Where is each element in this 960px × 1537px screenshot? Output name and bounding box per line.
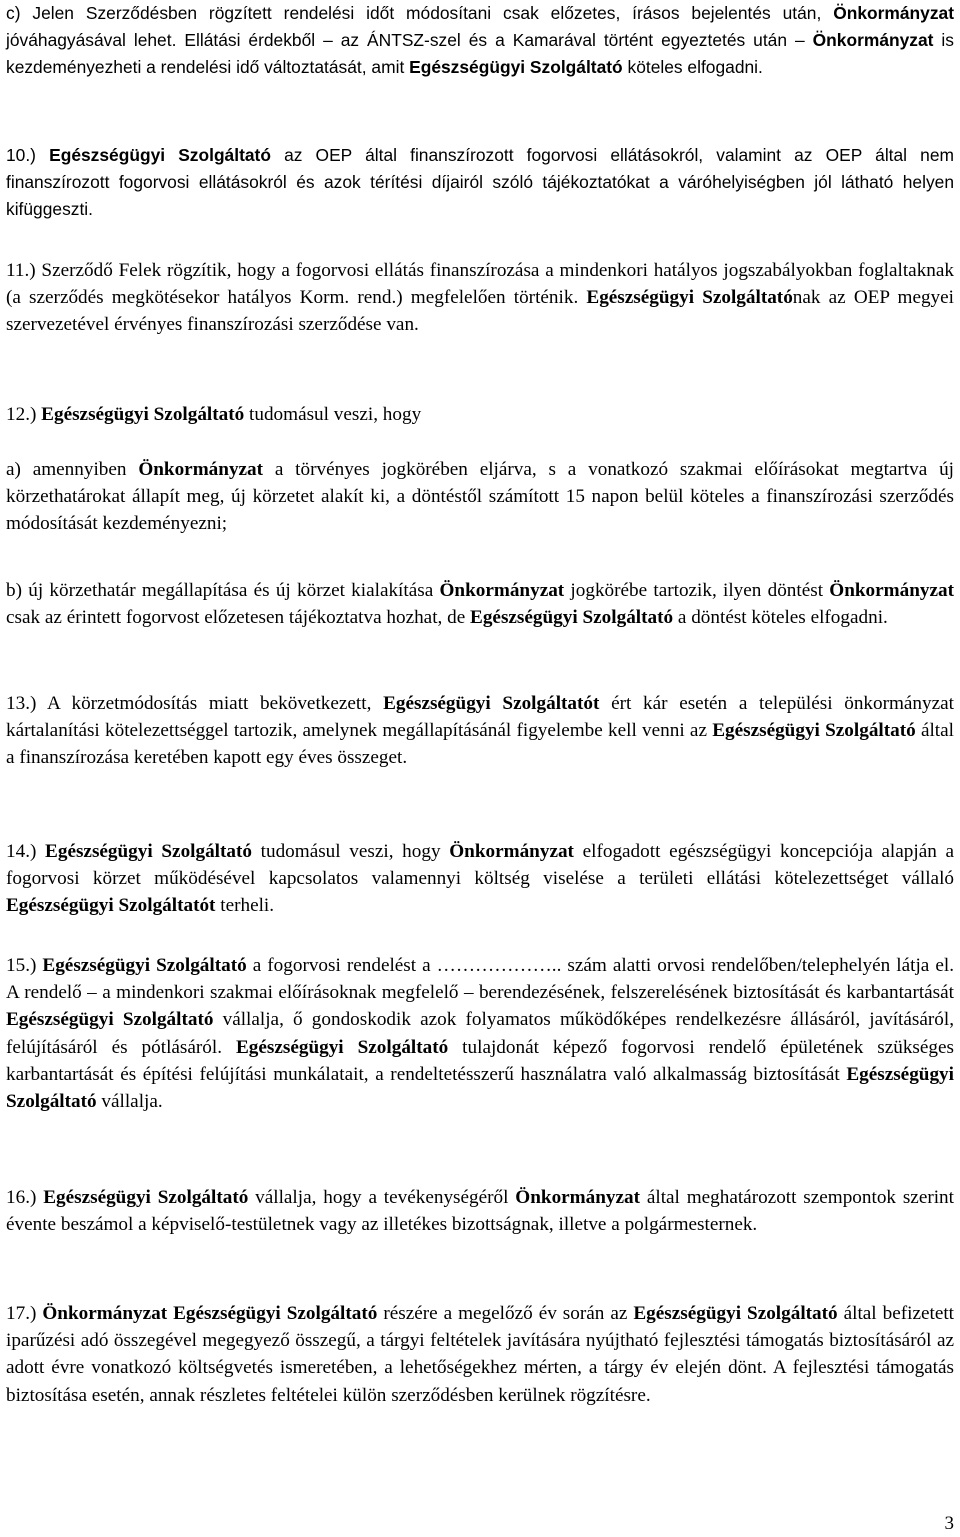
text-run: a fogorvosi rendelést a ……………….. szám alatti orvosi rendelőben/telephelyén látja el. A rendelő – a mindenkori szakmai előírásoknak megfelelő – berendezésének, felszerelésének biztosítását és karbantartását xyxy=(6,955,954,1004)
bold-term: Önkormányzat Egészségügyi Szolgáltató xyxy=(42,1303,378,1324)
page-number: 3 xyxy=(944,1513,954,1534)
paragraph-12 xyxy=(6,401,954,428)
text-run: által meghatározott szempontok szerint évente beszámol a képviselő-testületnek vagy az illetékes bizottságnak, illetve a polgármesternek. xyxy=(6,1187,954,1236)
text-run: 11.) Szerződő Felek rögzítik, hogy a fogorvosi ellátás finanszírozása a mindenkori hatályos jogszabályokban foglaltaknak (a szerződés megkötésekor hatályos Korm. rend.) megfelelően történik. xyxy=(6,260,954,309)
text-run: 10.) xyxy=(6,145,50,165)
bold-term: Önkormányzat xyxy=(515,1187,641,1208)
text-run: 14.) xyxy=(6,841,46,862)
bold-term: Egészségügyi Szolgáltató xyxy=(42,955,247,976)
bold-term: Egészségügyi Szolgáltató xyxy=(235,1036,449,1058)
text-run: az OEP által finanszírozott fogorvosi ellátásokról, valamint az OEP által nem finanszírozott fogorvosi ellátásokról és azok térítési díjairól szóló tájékoztatókat a váróhelyiségben jól látható helyen kifüggeszti. xyxy=(6,145,954,220)
text-run: vállalja, ő gondoskodik azok folyamatos működőképes rendelkezésre állásáról, javításáról, felújításáról és pótlásáról. xyxy=(6,1009,954,1058)
bold-term: Önkormányzat xyxy=(138,459,264,480)
text-run: vállalja, hogy a tevékenységéről xyxy=(248,1187,516,1208)
paragraph-14 xyxy=(6,838,954,920)
text-run: vállalja. xyxy=(96,1091,163,1113)
paragraph-12a xyxy=(6,456,954,538)
bold-term: Egészségügyi Szolgáltatót xyxy=(383,693,600,714)
bold-term: Egészségügyi Szolgáltató xyxy=(633,1303,838,1324)
text-run: csak az érintett fogorvost előzetesen tájékoztatva hozhat, de xyxy=(6,607,471,629)
text-run: terheli. xyxy=(215,895,275,917)
text-run: a) amennyiben xyxy=(6,459,139,480)
bold-term: Egészségügyi Szolgáltató xyxy=(41,404,245,425)
paragraph-11 xyxy=(6,257,954,339)
text-run: nak az OEP megyei szervezetével érvényes finanszírozási szerződése van. xyxy=(6,287,954,336)
text-run: tudomásul veszi, hogy xyxy=(244,404,422,425)
bold-term: Egészségügyi Szolgáltató xyxy=(49,145,271,165)
text-run: tulajdonát képező fogorvosi rendelő épületének szükséges karbantartását és építési felújítási munkálatait, a rendeltetésszerű használatra való alkalmasság biztosítását xyxy=(6,1036,954,1085)
bold-term: Önkormányzat xyxy=(449,841,574,862)
bold-term: Önkormányzat xyxy=(439,580,565,601)
bold-term: Önkormányzat xyxy=(812,30,934,51)
paragraph-10 xyxy=(6,142,954,224)
text-run: 15.) xyxy=(6,955,43,976)
bold-term: Egészségügyi Szolgáltató xyxy=(470,607,674,629)
text-run: által befizetett iparűzési adó összegével megegyező összegű, a tárgyi feltételek javítására nyújtható fejlesztési támogatás biztosításáról az adott évre vonatkozó költségvetés ismeretében, a lehetőségekhez mérten, a tárgy év elején dönt. A fejlesztési támogatás biztosítása esetén, annak részletes feltételei külön szerződésben kerülnek rögzítésre. xyxy=(6,1303,954,1406)
bold-term: Önkormányzat xyxy=(833,3,954,23)
text-run: részére a megelőző év során az xyxy=(377,1303,634,1324)
paragraph-12b xyxy=(6,577,954,631)
bold-term: Egészségügyi Szolgáltató xyxy=(409,57,623,78)
bold-term: Egészségügyi Szolgáltató xyxy=(586,287,793,309)
paragraph-16 xyxy=(6,1184,954,1238)
text-run: köteles elfogadni. xyxy=(622,57,763,78)
bold-term: Egészségügyi Szolgáltató xyxy=(45,841,252,862)
bold-term: Egészségügyi Szolgáltatót xyxy=(6,895,216,917)
text-run: c) Jelen Szerződésben rögzített rendelési időt módosítani csak előzetes, írásos bejelentés után, xyxy=(6,3,834,23)
text-run: ért kár esetén a települési önkormányzat kártalanítási kötelezettséggel tartozik, amelynek megállapításánál figyelembe kell venni az xyxy=(6,693,954,742)
paragraph-17 xyxy=(6,1300,954,1409)
text-run: jóváhagyásával lehet. Ellátási érdekből – az ÁNTSZ-szel és a Kamarával történt egyeztetés után – xyxy=(6,30,813,51)
text-run: b) új körzethatár megállapítása és új körzet kialakítása xyxy=(6,580,440,601)
text-run: elfogadott egészségügyi koncepciója alapján a fogorvosi körzet működésével kapcsolatos valamennyi költség viselése a területi ellátási kötelezettséget vállaló xyxy=(6,841,954,890)
bold-term: Egészségügyi Szolgáltató xyxy=(712,720,916,742)
bold-term: Önkormányzat xyxy=(829,580,954,601)
text-run: 16.) xyxy=(6,1187,44,1208)
paragraph-c xyxy=(6,0,954,82)
text-run: 17.) xyxy=(6,1303,43,1324)
text-run: 12.) xyxy=(6,404,42,425)
text-run: a törvényes jogkörében eljárva, s a vonatkozó szakmai előírásokat megtartva új körzethatárokat állapít meg, új körzetet alakít ki, a döntéstől számított 15 napon belül köteles a finanszírozási szerződés módosítását kezdeményezni; xyxy=(6,459,954,535)
bold-term: Egészségügyi Szolgáltató xyxy=(43,1187,249,1208)
text-run: a döntést köteles elfogadni. xyxy=(673,607,888,629)
text-run: jogkörébe tartozik, ilyen döntést xyxy=(564,580,830,601)
paragraph-13 xyxy=(6,690,954,772)
text-run: is kezdeményezheti a rendelési idő változtatását, amit xyxy=(6,30,954,78)
text-run: tudomásul veszi, hogy xyxy=(251,841,450,862)
paragraph-15 xyxy=(6,952,954,1115)
bold-term: Egészségügyi Szolgáltató xyxy=(6,1009,214,1031)
bold-term: Egészségügyi Szolgáltató xyxy=(6,1063,954,1113)
text-run: 13.) A körzetmódosítás miatt bekövetkezett, xyxy=(6,693,384,714)
text-run: által a finanszírozása keretében kapott egy éves összeget. xyxy=(6,720,954,769)
